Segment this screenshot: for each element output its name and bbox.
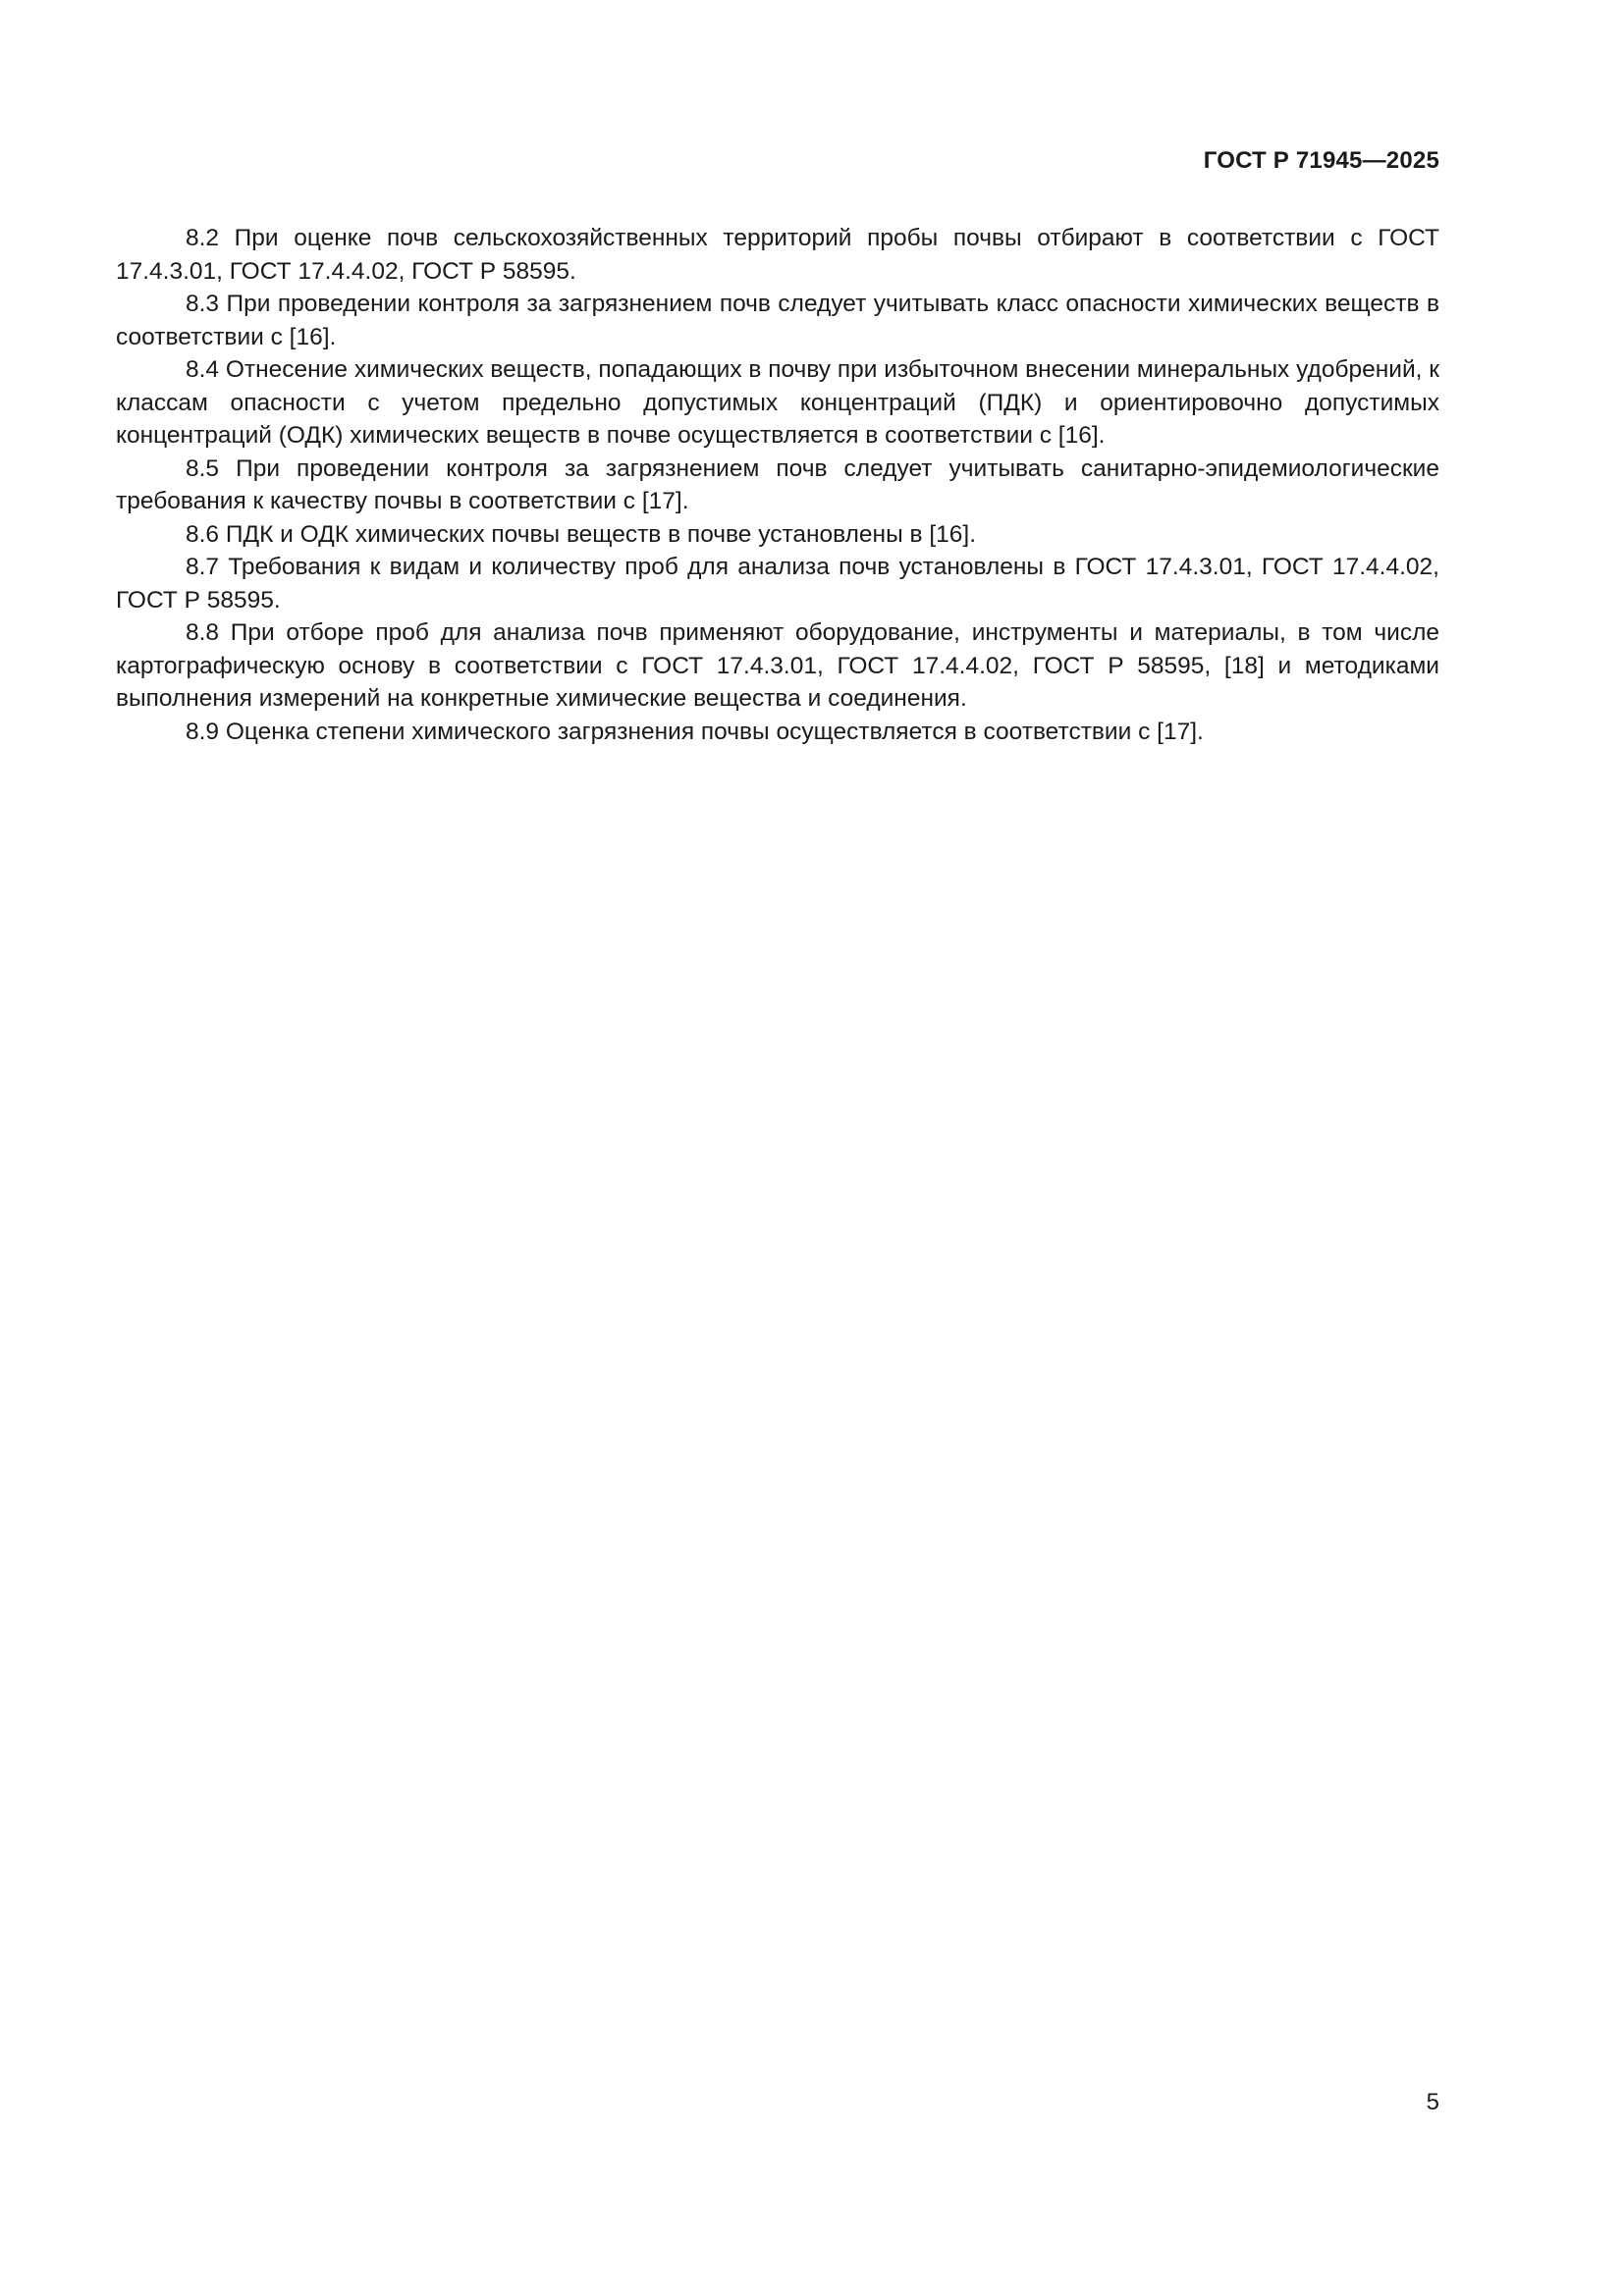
paragraph-8-6: 8.6 ПДК и ОДК химических почвы веществ в почве установлены в [16]. bbox=[186, 520, 976, 548]
document-body bbox=[116, 222, 1439, 748]
paragraph-8-7: 8.7 Требования к видам и количеству проб для анализа почв установлены в ГОСТ 17.4.3.01, ГОСТ 17.4.4.02, ГОСТ Р 58595. bbox=[116, 554, 1439, 614]
paragraph-8-8: 8.8 При отборе проб для анализа почв применяют оборудование, инструменты и материалы, в том числе картографическую основу в соответствии с ГОСТ 17.4.3.01, ГОСТ 17.4.4.02, ГОСТ Р 58595, [18] и методиками выполнения измерений на конкретные химические вещества и соединения. bbox=[116, 619, 1439, 712]
paragraph-8-4: 8.4 Отнесение химических веществ, попадающих в почву при избыточном внесении минеральных удобрений, к классам опасности с учетом предельно допустимых концентраций (ПДК) и ориентировочно допустимых концентраций (ОДК) химических веществ в почве осуществляется в соответствии с [16]. bbox=[116, 356, 1439, 449]
paragraph-8-5: 8.5 При проведении контроля за загрязнением почв следует учитывать санитарно-эпидемиологические требования к качеству почвы в соответствии с [17]. bbox=[116, 454, 1439, 514]
paragraph-8-2: 8.2 При оценке почв сельскохозяйственных территорий пробы почвы отбирают в соответствии с ГОСТ 17.4.3.01, ГОСТ 17.4.4.02, ГОСТ Р 58595. bbox=[116, 225, 1439, 285]
document-header bbox=[116, 147, 1439, 175]
paragraph-8-9: 8.9 Оценка степени химического загрязнения почвы осуществляется в соответствии с [17]. bbox=[186, 718, 1204, 745]
paragraph-8-3: 8.3 При проведении контроля за загрязнением почв следует учитывать класс опасности химических веществ в соответствии с [16]. bbox=[116, 291, 1439, 350]
page-number: 5 bbox=[1426, 2089, 1439, 2115]
document-id: ГОСТ Р 71945—2025 bbox=[1203, 147, 1439, 174]
